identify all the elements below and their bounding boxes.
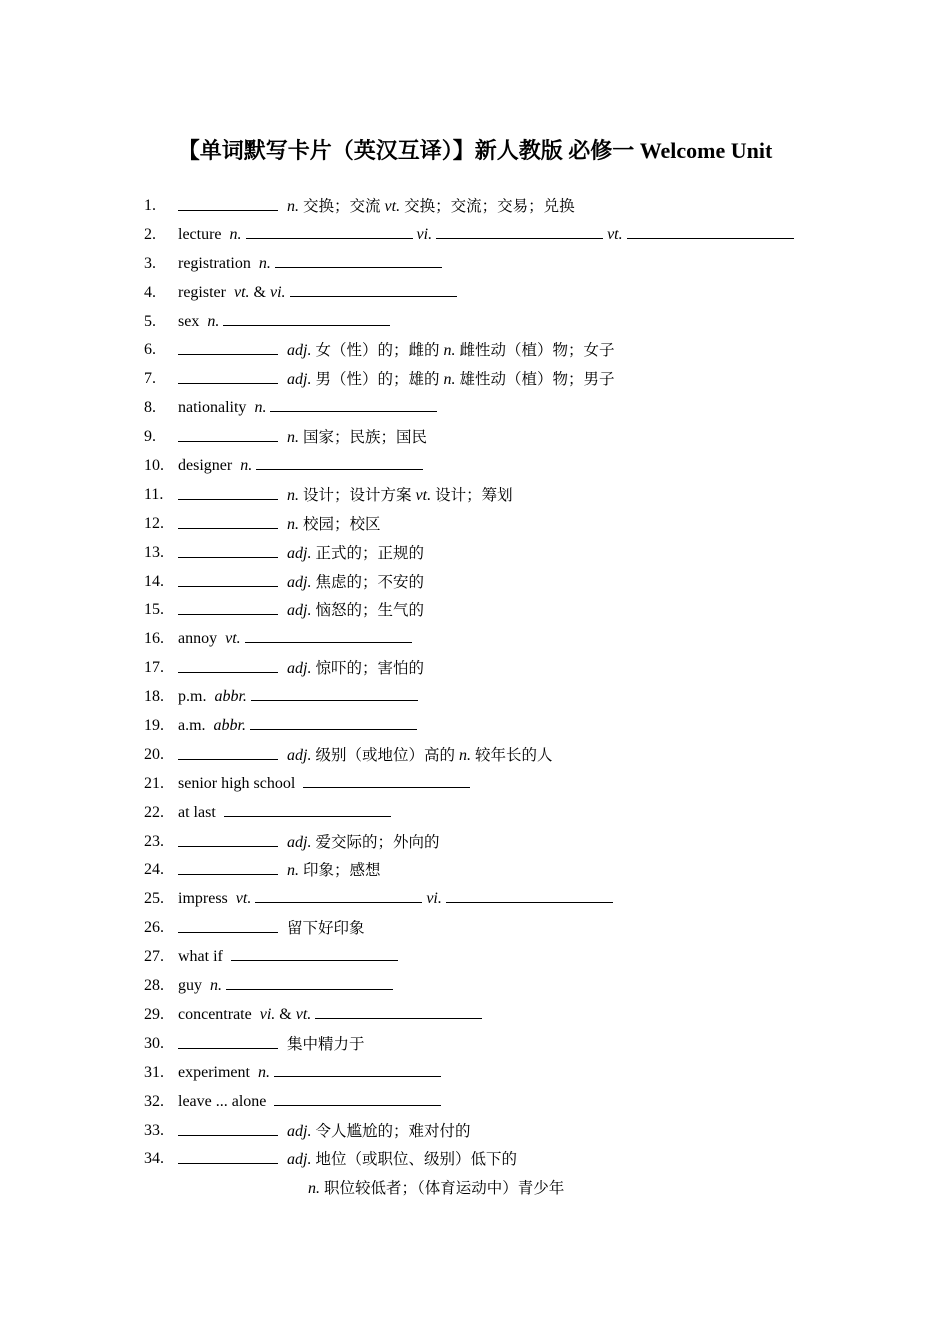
list-item <box>144 510 844 539</box>
item-content <box>178 336 614 366</box>
item-content <box>178 308 390 337</box>
item-content <box>178 568 424 598</box>
list-item <box>144 423 844 452</box>
part-of-speech: vi. <box>426 890 442 908</box>
item-number: 25. <box>144 890 164 908</box>
item-content <box>178 1001 482 1030</box>
item-number: 24. <box>144 861 164 879</box>
word-answer-blank[interactable] <box>178 834 278 847</box>
word-answer-blank[interactable] <box>178 1123 278 1136</box>
item-number: 10. <box>144 457 164 475</box>
word-answer-blank[interactable] <box>178 660 278 673</box>
item-number: 12. <box>144 514 164 532</box>
item-content <box>178 1059 441 1088</box>
list-item <box>144 1145 844 1174</box>
page-title: 【单词默写卡片（英汉互译）】新人教版 必修一 Welcome Unit <box>177 138 773 163</box>
item-content <box>178 799 391 828</box>
list-item <box>144 452 844 481</box>
chinese-definition: 惊吓的；害怕的 <box>315 659 424 678</box>
list-item <box>144 336 844 365</box>
item-content <box>178 596 424 626</box>
chinese-definition: 雄性动（植）物；男子 <box>459 370 615 389</box>
part-of-speech: n. <box>287 429 299 447</box>
word-answer-blank[interactable] <box>178 747 278 760</box>
meaning-answer-blank[interactable] <box>223 313 390 326</box>
item-number: 34. <box>144 1150 164 1168</box>
list-item <box>144 596 844 625</box>
meaning-answer-blank[interactable] <box>315 1006 482 1019</box>
word-answer-blank[interactable] <box>178 487 278 500</box>
list-item <box>144 481 844 510</box>
item-content <box>178 1117 470 1147</box>
english-word: registration <box>178 254 251 272</box>
part-of-speech: vi. <box>416 225 433 243</box>
list-item <box>144 1117 844 1146</box>
part-of-speech: n. <box>258 254 271 272</box>
part-of-speech: n. <box>257 1063 270 1081</box>
part-of-speech: n. <box>229 225 242 243</box>
english-word: designer <box>178 457 233 475</box>
item-number: 19. <box>144 717 164 735</box>
list-item <box>144 221 844 250</box>
word-answer-blank[interactable] <box>178 516 278 529</box>
meaning-answer-blank[interactable] <box>275 255 442 268</box>
word-answer-blank[interactable] <box>178 602 278 615</box>
english-word: experiment <box>178 1063 250 1081</box>
part-of-speech: vt. <box>384 198 401 215</box>
chinese-definition: 职位较低者；（体育运动中）青少年 <box>324 1179 565 1198</box>
english-word: leave ... alone <box>178 1092 267 1110</box>
chinese-definition: 留下好印象 <box>287 919 365 938</box>
item-number: 20. <box>144 745 164 763</box>
english-word: guy <box>178 977 202 995</box>
list-item <box>144 192 844 221</box>
item-content <box>178 221 794 250</box>
item-number: 6. <box>144 341 156 359</box>
chinese-definition: 印象；感想 <box>303 861 381 880</box>
list-item <box>144 972 844 1001</box>
part-of-speech: adj. <box>287 602 312 620</box>
word-answer-blank[interactable] <box>178 1151 278 1164</box>
list-item <box>144 250 844 279</box>
item-content <box>178 452 423 481</box>
item-number: 21. <box>144 774 164 792</box>
chinese-definition: 女（性）的；雌的 <box>315 341 440 360</box>
item-number: 4. <box>144 283 156 301</box>
chinese-definition: 地位（或职位、级别）低下的 <box>315 1150 517 1169</box>
item-number: 22. <box>144 803 164 821</box>
vocabulary-list <box>144 192 844 1203</box>
chinese-definition: 令人尴尬的；难对付的 <box>315 1121 471 1140</box>
item-content <box>178 943 398 972</box>
part-of-speech: n. <box>443 342 456 360</box>
list-item <box>144 770 844 799</box>
english-word: what if <box>178 948 223 966</box>
part-of-speech: n. <box>287 515 299 533</box>
list-item <box>144 1088 844 1117</box>
chinese-definition: 正式的；正规的 <box>315 543 424 562</box>
list-item <box>144 1059 844 1088</box>
part-of-speech: abbr. <box>213 717 246 735</box>
meaning-answer-blank[interactable] <box>251 688 418 701</box>
part-of-speech: adj. <box>287 371 312 389</box>
meaning-answer-blank[interactable] <box>303 775 470 788</box>
chinese-definition: 级别（或地位）高的 <box>315 745 455 764</box>
item-number: 1. <box>144 197 156 214</box>
item-content <box>178 828 439 858</box>
item-content <box>178 394 437 423</box>
list-item <box>144 741 844 770</box>
meaning-answer-blank[interactable] <box>290 284 457 297</box>
item-content <box>178 712 417 741</box>
item-number: 15. <box>144 601 164 619</box>
list-item <box>144 365 844 394</box>
part-of-speech: n. <box>458 746 471 764</box>
meaning-answer-blank[interactable] <box>274 1093 441 1106</box>
item-number: 33. <box>144 1121 164 1139</box>
item-content <box>178 1145 517 1175</box>
meaning-answer-blank[interactable] <box>245 630 412 643</box>
item-content <box>178 856 381 886</box>
list-item <box>144 1030 844 1059</box>
meaning-answer-blank[interactable] <box>255 890 422 903</box>
item-content <box>178 972 393 1001</box>
part-of-speech: n. <box>240 457 253 475</box>
chinese-definition: 较年长的人 <box>474 745 553 764</box>
item-content <box>178 279 457 308</box>
item-number: 11. <box>144 485 164 503</box>
list-item <box>144 279 844 308</box>
meaning-answer-blank[interactable] <box>436 226 603 239</box>
item-content <box>178 885 613 914</box>
meaning-answer-blank[interactable] <box>246 226 413 239</box>
part-of-speech: adj. <box>287 1122 312 1140</box>
item-content <box>178 914 365 944</box>
english-word: senior high school <box>178 774 296 792</box>
item-content <box>178 1030 365 1060</box>
list-item-continuation <box>144 1174 844 1203</box>
chinese-definition: 设计；筹划 <box>435 485 513 504</box>
english-word: sex <box>178 312 200 330</box>
english-word: at last <box>178 803 216 821</box>
item-number: 26. <box>144 919 164 937</box>
item-content <box>178 625 412 654</box>
item-content <box>178 192 575 222</box>
meaning-answer-blank[interactable] <box>274 1064 441 1077</box>
english-word: lecture <box>178 225 222 243</box>
item-number: 9. <box>144 428 156 446</box>
part-of-speech: adj. <box>287 746 312 764</box>
list-item <box>144 828 844 857</box>
list-item <box>144 654 844 683</box>
english-word: a.m. <box>178 717 206 735</box>
word-answer-blank[interactable] <box>178 429 278 442</box>
english-word: annoy <box>178 630 218 648</box>
list-item <box>144 308 844 337</box>
item-number: 5. <box>144 312 156 330</box>
item-content <box>178 510 381 540</box>
item-number: 8. <box>144 399 156 417</box>
part-of-speech: vt. & vi. <box>233 283 286 301</box>
list-item <box>144 1001 844 1030</box>
list-item <box>144 568 844 597</box>
list-item <box>144 712 844 741</box>
word-answer-blank[interactable] <box>178 545 278 558</box>
item-content <box>178 365 614 395</box>
chinese-definition: 雌性动（植）物；女子 <box>459 341 615 360</box>
part-of-speech: n. <box>287 198 299 215</box>
word-answer-blank[interactable] <box>178 920 278 933</box>
chinese-definition: 男（性）的；雄的 <box>315 370 440 389</box>
word-answer-blank[interactable] <box>178 342 278 355</box>
item-number: 28. <box>144 977 164 995</box>
part-of-speech: abbr. <box>214 688 247 706</box>
part-of-speech: n. <box>308 1180 320 1198</box>
list-item <box>144 943 844 972</box>
part-of-speech: n. <box>210 977 222 995</box>
item-content <box>178 423 427 453</box>
list-item <box>144 914 844 943</box>
meaning-answer-blank[interactable] <box>231 948 398 961</box>
meaning-answer-blank[interactable] <box>250 717 417 730</box>
part-of-speech: n. <box>443 371 456 389</box>
word-answer-blank[interactable] <box>178 198 278 211</box>
part-of-speech: vt. <box>415 486 432 504</box>
item-number: 29. <box>144 1005 164 1023</box>
item-number: 14. <box>144 572 164 590</box>
list-item <box>144 799 844 828</box>
chinese-definition: 爱交际的；外向的 <box>315 832 440 851</box>
part-of-speech: n. <box>287 486 299 504</box>
list-item <box>144 394 844 423</box>
item-content <box>178 683 418 712</box>
list-item <box>144 625 844 654</box>
item-content <box>178 1088 441 1117</box>
item-content <box>178 481 513 511</box>
list-item <box>144 683 844 712</box>
item-content <box>178 654 424 684</box>
chinese-definition: 焦虑的；不安的 <box>315 572 424 591</box>
chinese-definition: 校园；校区 <box>303 514 381 533</box>
english-word: concentrate <box>178 1005 252 1023</box>
chinese-definition: 国家；民族；国民 <box>303 428 428 447</box>
item-content <box>178 770 470 799</box>
item-number: 30. <box>144 1034 164 1052</box>
word-answer-blank[interactable] <box>178 371 278 384</box>
item-number: 7. <box>144 370 156 388</box>
chinese-definition: 集中精力于 <box>287 1034 365 1053</box>
chinese-definition: 交换；交流；交易；兑换 <box>404 197 575 215</box>
part-of-speech: adj. <box>287 1151 312 1169</box>
word-answer-blank[interactable] <box>178 574 278 587</box>
item-number: 31. <box>144 1063 164 1081</box>
english-word: nationality <box>178 399 247 417</box>
meaning-answer-blank[interactable] <box>270 399 437 412</box>
item-content <box>178 741 552 771</box>
meaning-answer-blank[interactable] <box>224 804 391 817</box>
item-number: 27. <box>144 948 164 966</box>
item-content <box>308 1174 564 1204</box>
meaning-answer-blank[interactable] <box>256 457 423 470</box>
english-word: impress <box>178 890 228 908</box>
list-item <box>144 539 844 568</box>
item-number: 23. <box>144 832 164 850</box>
part-of-speech: vt. <box>607 225 623 243</box>
item-number: 13. <box>144 543 164 561</box>
part-of-speech: vi. & vt. <box>259 1005 312 1023</box>
part-of-speech: adj. <box>287 833 312 851</box>
meaning-answer-blank[interactable] <box>226 977 393 990</box>
word-answer-blank[interactable] <box>178 862 278 875</box>
meaning-answer-blank[interactable] <box>446 890 613 903</box>
item-number: 3. <box>144 254 156 272</box>
list-item <box>144 856 844 885</box>
chinese-definition: 恼怒的；生气的 <box>315 601 424 620</box>
item-content <box>178 250 442 279</box>
item-number: 16. <box>144 630 164 648</box>
item-number: 18. <box>144 688 164 706</box>
item-content <box>178 539 424 569</box>
part-of-speech: n. <box>287 862 299 880</box>
part-of-speech: vt. <box>225 630 241 648</box>
part-of-speech: adj. <box>287 573 312 591</box>
item-number: 32. <box>144 1092 164 1110</box>
part-of-speech: vt. <box>235 890 252 908</box>
part-of-speech: n. <box>207 312 220 330</box>
meaning-answer-blank[interactable] <box>627 226 794 239</box>
part-of-speech: adj. <box>287 660 312 678</box>
english-word: p.m. <box>178 688 207 706</box>
item-number: 17. <box>144 659 164 677</box>
part-of-speech: adj. <box>287 342 312 360</box>
part-of-speech: n. <box>254 399 267 417</box>
word-answer-blank[interactable] <box>178 1036 278 1049</box>
list-item <box>144 885 844 914</box>
english-word: register <box>178 283 226 301</box>
part-of-speech: adj. <box>287 544 312 562</box>
chinese-definition: 设计；设计方案 <box>303 485 412 504</box>
chinese-definition: 交换；交流 <box>303 197 381 215</box>
item-number: 2. <box>144 225 156 243</box>
